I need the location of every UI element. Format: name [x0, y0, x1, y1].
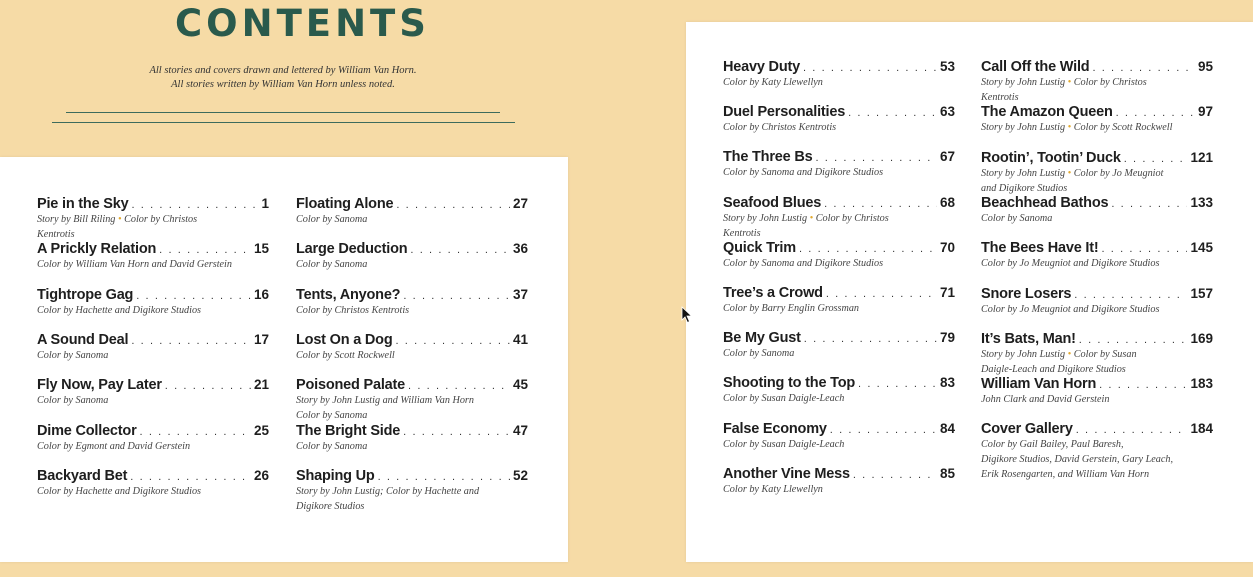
story-title: Cover Gallery: [981, 421, 1073, 438]
dot-leader: [131, 335, 251, 347]
page-number: 63: [939, 104, 955, 120]
toc-title-line: [296, 377, 528, 393]
story-title: Backyard Bet: [37, 467, 128, 484]
story-credits: Color by Sanoma: [296, 440, 368, 452]
page-number: 169: [1190, 330, 1213, 346]
page-number: 21: [253, 377, 269, 393]
story-credits: Color by Jo Meugniot and Digikore Studios: [981, 303, 1160, 315]
story-title: The Three Bs: [723, 149, 813, 166]
toc-entry: [37, 377, 269, 408]
page-number: 133: [1190, 194, 1213, 210]
toc-title-line: [723, 104, 955, 120]
page-number: 47: [512, 422, 528, 438]
dot-leader: [853, 469, 937, 481]
page-title: CONTENTS: [175, 2, 430, 45]
toc-title-line: [723, 330, 955, 346]
story-title: Snore Losers: [981, 285, 1072, 302]
dot-leader: [132, 199, 259, 211]
toc-entry: [296, 196, 528, 227]
story-title: The Bees Have It!: [981, 240, 1099, 257]
story-credits: Color by Barry Englin Grossman: [723, 303, 860, 314]
dot-leader: [804, 333, 937, 345]
toc-title-line: [296, 287, 528, 303]
story-title: Rootin’, Tootin’ Duck: [981, 149, 1121, 166]
toc-title-line: [723, 59, 955, 75]
page-number: 16: [253, 286, 269, 302]
page-number: 121: [1190, 149, 1213, 165]
toc-title-line: [723, 149, 955, 165]
story-title: Shaping Up: [296, 467, 375, 484]
dot-leader: [1111, 198, 1187, 210]
story-credits: Story by John Lustig • Color by Jo Meugniot: [981, 167, 1164, 179]
story-credits: Color by Jo Meugniot and Digikore Studios: [981, 258, 1160, 270]
dot-leader: [803, 62, 937, 74]
page-number: 45: [512, 377, 528, 393]
toc-title-line: [723, 421, 955, 437]
story-title: The Amazon Queen: [981, 104, 1113, 121]
dot-leader: [1116, 107, 1195, 119]
story-title: Beachhead Bathos: [981, 194, 1109, 211]
toc-entry: [981, 150, 1213, 196]
bullet-separator: •: [1067, 167, 1072, 179]
toc-entry: [723, 421, 955, 452]
toc-title-line: [37, 287, 269, 303]
page-number: 79: [939, 330, 955, 346]
story-title: Dime Collector: [37, 422, 137, 439]
page-number: 67: [939, 149, 955, 165]
story-credits: Color by Sanoma and Digikore Studios: [723, 257, 884, 269]
page-number: 15: [253, 241, 269, 257]
story-credits: Color by Sanoma: [981, 212, 1053, 224]
story-title: Pie in the Sky: [37, 196, 129, 212]
story-credits: Kentrotis: [981, 92, 1019, 103]
divider-rule: [66, 112, 500, 113]
toc-entry: [981, 240, 1213, 271]
story-credits: Color by Susan Daigle-Leach: [723, 438, 845, 450]
dot-leader: [1124, 153, 1188, 165]
toc-entry: [37, 241, 269, 272]
dot-leader: [848, 107, 937, 119]
bullet-separator: •: [1067, 77, 1072, 88]
story-credits: Digikore Studios, David Gerstein, Gary Leach,: [981, 454, 1174, 466]
story-title: Lost On a Dog: [296, 331, 393, 348]
toc-entry: [723, 375, 955, 406]
page-number: 36: [512, 241, 528, 257]
page-number: 85: [939, 465, 955, 481]
page-number: 52: [512, 467, 528, 483]
toc-title-line: [723, 285, 955, 301]
toc-title-line: [37, 423, 269, 439]
story-credits: Color by Sanoma: [37, 395, 109, 407]
mouse-pointer-icon: [681, 306, 693, 324]
story-credits: Story by Bill Riling • Color by Christos: [37, 214, 198, 225]
right-contents-panel: [686, 22, 1253, 562]
toc-entry: [981, 59, 1213, 105]
page-number: 95: [1197, 59, 1213, 74]
story-credits: Color by Sanoma and Digikore Studios: [723, 167, 884, 179]
toc-entry: [981, 286, 1213, 317]
toc-title-line: [723, 240, 955, 256]
credits-note: [60, 64, 506, 92]
toc-entry: [296, 287, 528, 318]
story-title: The Bright Side: [296, 422, 401, 439]
toc-title-line: [981, 240, 1213, 256]
toc-entry: [723, 330, 955, 361]
toc-entry: [296, 241, 528, 272]
story-title: Tents, Anyone?: [296, 286, 401, 303]
toc-title-line: [981, 104, 1213, 120]
toc-entry: [37, 287, 269, 318]
toc-entry: [296, 468, 528, 514]
story-title: Poisoned Palate: [296, 377, 406, 394]
bullet-separator: •: [1067, 122, 1072, 134]
story-title: False Economy: [723, 420, 827, 437]
toc-entry: [981, 376, 1213, 407]
story-credits: Color by Sanoma: [296, 410, 368, 422]
page-number: 97: [1197, 104, 1213, 120]
toc-title-line: [981, 421, 1213, 437]
credits-line: All stories written by William Van Horn unless noted.: [171, 79, 395, 90]
toc-title-line: [723, 195, 955, 211]
toc-title-line: [37, 332, 269, 348]
dot-leader: [378, 471, 510, 483]
credits-line: All stories and covers drawn and lettered by William Van Horn.: [149, 65, 417, 76]
toc-title-line: [723, 375, 955, 391]
toc-title-line: [37, 241, 269, 257]
dot-leader: [830, 424, 937, 436]
toc-entry: [723, 149, 955, 180]
story-title: Tree’s a Crowd: [723, 285, 823, 301]
toc-entry: [723, 285, 955, 316]
toc-title-line: [981, 150, 1213, 166]
toc-entry: [981, 104, 1213, 135]
story-title: Seafood Blues: [723, 194, 822, 211]
page-number: 26: [253, 467, 269, 483]
story-credits: Color by Egmont and David Gerstein: [37, 440, 191, 452]
page-number: 41: [512, 331, 528, 347]
toc-title-line: [981, 286, 1213, 302]
page-number: 1: [261, 196, 269, 211]
story-title: Be My Gust: [723, 330, 801, 347]
story-credits: Color by Sanoma: [296, 259, 368, 271]
story-credits: Erik Rosengarten, and William Van Horn: [981, 469, 1150, 481]
toc-entry: [296, 423, 528, 454]
story-title: Tightrope Gag: [37, 286, 134, 303]
story-credits: Story by John Lustig • Color by Susan: [981, 348, 1137, 360]
toc-entry: [981, 331, 1213, 377]
story-title: Call Off the Wild: [981, 59, 1090, 75]
page-number: 27: [512, 196, 528, 211]
dot-leader: [858, 378, 937, 390]
toc-entry: [37, 196, 269, 242]
page-number: 17: [253, 331, 269, 347]
page-number: 84: [939, 420, 955, 436]
bullet-separator: •: [117, 214, 122, 225]
toc-title-line: [981, 331, 1213, 347]
story-credits: Story by John Lustig • Color by Christos: [723, 212, 889, 224]
page-number: 25: [253, 422, 269, 438]
story-credits: Color by Sanoma: [723, 348, 795, 360]
story-credits: Story by John Lustig • Color by Scott Rockwell: [981, 122, 1173, 134]
dot-leader: [815, 152, 937, 164]
toc-title-line: [723, 466, 955, 482]
toc-entry: [37, 468, 269, 499]
story-title: Quick Trim: [723, 239, 796, 256]
toc-title-line: [296, 196, 528, 212]
story-credits: and Digikore Studios: [981, 182, 1068, 194]
page-number: 53: [939, 59, 955, 74]
story-credits: Color by Scott Rockwell: [296, 349, 395, 361]
story-credits: Story by John Lustig; Color by Hachette and: [296, 485, 480, 497]
dot-leader: [136, 290, 251, 302]
dot-leader: [1101, 243, 1187, 255]
story-credits: John Clark and David Gerstein: [981, 394, 1110, 406]
toc-entry: [723, 195, 955, 241]
dot-leader: [408, 380, 510, 392]
toc-title-line: [296, 423, 528, 439]
toc-entry: [37, 332, 269, 363]
toc-entry: [723, 240, 955, 271]
toc-entry: [723, 104, 955, 135]
story-title: Heavy Duty: [723, 59, 800, 75]
page-number: 68: [939, 194, 955, 210]
dot-leader: [130, 471, 251, 483]
dot-leader: [1074, 289, 1187, 301]
toc-entry: [296, 332, 528, 363]
page-number: 183: [1190, 376, 1213, 392]
dot-leader: [165, 380, 251, 392]
toc-entry: [981, 421, 1213, 482]
toc-title-line: [296, 468, 528, 484]
story-title: Fly Now, Pay Later: [37, 377, 162, 394]
story-title: It’s Bats, Man!: [981, 330, 1076, 347]
story-credits: Color by Gail Bailey, Paul Baresh,: [981, 439, 1124, 451]
story-title: A Prickly Relation: [37, 241, 157, 258]
toc-entry: [723, 59, 955, 90]
story-credits: Kentrotis: [37, 229, 75, 240]
bullet-separator: •: [1067, 348, 1072, 360]
toc-title-line: [296, 332, 528, 348]
story-credits: Color by Katy Llewellyn: [723, 77, 823, 88]
toc-title-line: [981, 376, 1213, 392]
story-credits: Daigle-Leach and Digikore Studios: [981, 363, 1126, 375]
dot-leader: [403, 290, 510, 302]
toc-entry: [981, 195, 1213, 226]
story-credits: Color by Christos Kentrotis: [296, 304, 410, 316]
story-credits: Color by Christos Kentrotis: [723, 122, 837, 134]
dot-leader: [824, 198, 937, 210]
dot-leader: [396, 199, 510, 211]
dot-leader: [1092, 62, 1195, 74]
toc-title-line: [37, 196, 269, 212]
page-number: 71: [939, 285, 955, 300]
toc-title-line: [981, 59, 1213, 75]
page-number: 37: [512, 286, 528, 302]
story-title: A Sound Deal: [37, 331, 129, 348]
left-contents-panel: [0, 157, 568, 562]
toc-entry: [723, 466, 955, 497]
page-number: 145: [1190, 240, 1213, 256]
story-credits: Kentrotis: [723, 227, 761, 239]
story-credits: Digikore Studios: [296, 500, 365, 512]
story-credits: Color by Sanoma: [296, 214, 368, 225]
story-credits: Color by William Van Horn and David Gerstein: [37, 259, 232, 271]
story-credits: Story by John Lustig • Color by Christos: [981, 77, 1147, 88]
story-title: Floating Alone: [296, 196, 394, 212]
toc-title-line: [981, 195, 1213, 211]
toc-entry: [37, 423, 269, 454]
story-credits: Color by Hachette and Digikore Studios: [37, 485, 202, 497]
story-credits: Color by Sanoma: [37, 349, 109, 361]
toc-title-line: [37, 377, 269, 393]
story-credits: Story by John Lustig and William Van Horn: [296, 395, 474, 407]
story-title: Large Deduction: [296, 241, 408, 258]
dot-leader: [395, 335, 509, 347]
story-title: Duel Personalities: [723, 104, 846, 121]
toc-title-line: [37, 468, 269, 484]
toc-title-line: [296, 241, 528, 257]
dot-leader: [826, 288, 937, 300]
story-title: William Van Horn: [981, 376, 1097, 393]
dot-leader: [403, 426, 510, 438]
dot-leader: [410, 244, 510, 256]
bullet-separator: •: [809, 212, 814, 224]
page-number: 83: [939, 375, 955, 391]
dot-leader: [1099, 379, 1187, 391]
story-title: Shooting to the Top: [723, 375, 856, 392]
dot-leader: [159, 244, 251, 256]
dot-leader: [1079, 334, 1188, 346]
dot-leader: [799, 243, 937, 255]
story-title: Another Vine Mess: [723, 465, 850, 482]
toc-entry: [296, 377, 528, 423]
dot-leader: [140, 426, 251, 438]
story-credits: Color by Susan Daigle-Leach: [723, 393, 845, 405]
dot-leader: [1076, 424, 1188, 436]
story-credits: Color by Hachette and Digikore Studios: [37, 304, 202, 316]
page-number: 70: [939, 239, 955, 255]
page-number: 184: [1190, 421, 1213, 437]
divider-rule: [52, 122, 515, 123]
page-number: 157: [1190, 285, 1213, 301]
story-credits: Color by Katy Llewellyn: [723, 483, 823, 495]
